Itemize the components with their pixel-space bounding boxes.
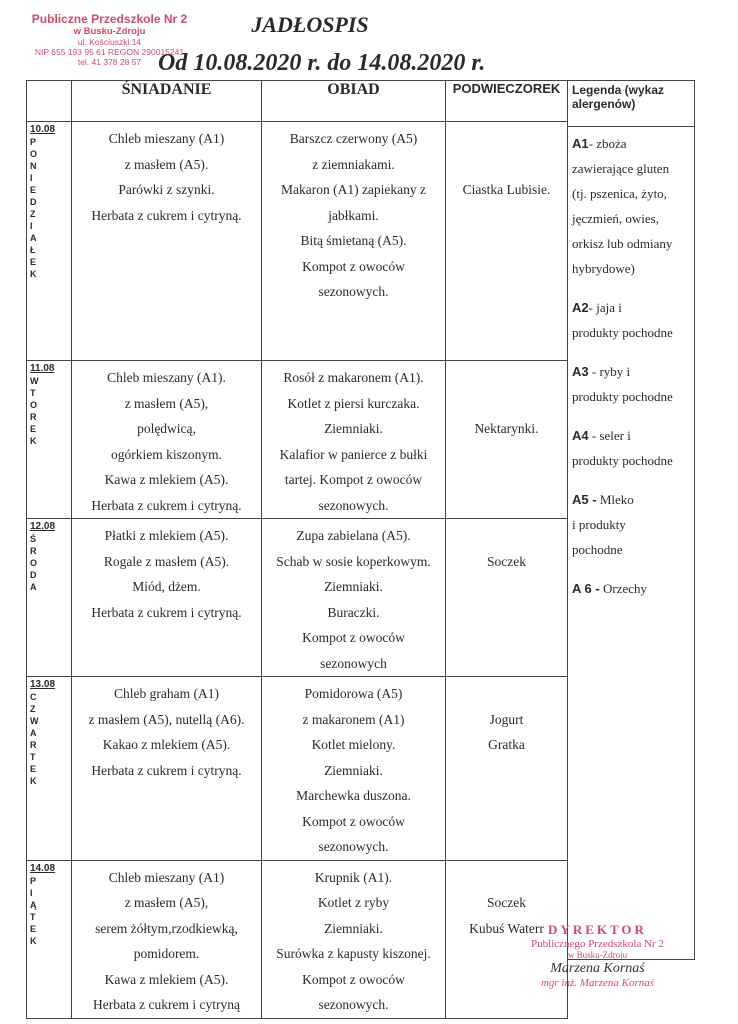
lunch-item: Kompot z owoców	[302, 258, 405, 274]
breakfast-item: z masłem (A5).	[124, 156, 209, 172]
breakfast-item: Kawa z mlekiem (A5).	[104, 971, 229, 987]
lunch-item: Ziemniaki.	[324, 920, 383, 936]
signature-title: DYREKTOR	[548, 922, 647, 937]
snack-item: Soczek	[487, 895, 526, 910]
day-letter: K	[30, 935, 37, 946]
day-cell	[27, 122, 72, 361]
lunch-item: Kompot z owoców	[302, 630, 405, 645]
day-letter: E	[30, 257, 37, 267]
signature-line: Publicznego Przedszkola Nr 2	[531, 938, 664, 950]
day-letter: D	[30, 197, 37, 207]
breakfast-item: Chleb mieszany (A1)	[108, 869, 225, 885]
day-letter: Z	[30, 704, 36, 714]
lunch-item: sezonowych.	[318, 497, 389, 513]
lunch-item: Zupa zabielana (A5).	[296, 528, 411, 543]
breakfast-item: Płatki z mlekiem (A5).	[104, 528, 229, 543]
day-row	[27, 122, 568, 361]
lunch-item: Krupnik (A1).	[314, 869, 393, 885]
breakfast-item: Chleb graham (A1)	[114, 686, 219, 701]
allergen-code: A3	[572, 364, 589, 379]
allergen-code: A1	[572, 136, 589, 151]
allergen-description: produkty pochodne	[572, 389, 673, 404]
lunch-item: Surówka z kapusty kiszonej.	[276, 946, 431, 961]
allergen-code: A4	[572, 428, 589, 443]
lunch-item: sezonowych.	[318, 839, 389, 854]
day-letter: I	[30, 173, 33, 183]
day-letter: K	[30, 269, 37, 279]
day-name-vertical	[30, 375, 68, 447]
snack-cell	[446, 677, 568, 861]
legend-line	[572, 359, 694, 384]
breakfast-item: Herbata z cukrem i cytryną	[93, 997, 240, 1012]
breakfast-item: Herbata z cukrem i cytryną.	[91, 207, 242, 223]
lunch-item: Bitą śmietaną (A5).	[300, 233, 407, 248]
snack-item: Gratka	[488, 737, 525, 752]
lunch-cell	[262, 677, 446, 861]
lunch-item: z makaronem (A1)	[302, 711, 405, 727]
snack-cell	[446, 519, 568, 677]
breakfast-cell	[72, 361, 262, 519]
legend-line	[572, 423, 694, 448]
day-letter: I	[30, 887, 33, 898]
lunch-item: Ziemniaki.	[324, 762, 383, 778]
breakfast-item: Chleb mieszany (A1).	[107, 370, 226, 385]
lunch-cell	[262, 361, 446, 519]
day-letter: R	[30, 546, 37, 556]
stamp-line: Publiczne Przedszkole Nr 2	[31, 12, 188, 26]
day-letter: O	[30, 149, 38, 159]
legend-item	[568, 359, 694, 409]
snack-item: Jogurt	[489, 711, 524, 727]
day-name-vertical	[30, 875, 68, 947]
legend-line	[572, 181, 694, 206]
day-letter: E	[30, 764, 37, 774]
legend-list	[568, 131, 694, 601]
day-date: 12.08	[30, 521, 56, 532]
lunch-cell	[262, 860, 446, 1018]
legend-line	[572, 576, 694, 601]
day-name-vertical	[30, 691, 68, 787]
snack-item	[446, 391, 567, 417]
day-cell	[27, 677, 72, 861]
breakfast-item: Herbata z cukrem i cytryną.	[91, 604, 242, 620]
legend-line	[572, 206, 694, 231]
day-letter: C	[30, 692, 37, 702]
legend-header: Legenda (wykaz alergenów)	[568, 81, 694, 127]
allergen-description: Mleko	[596, 492, 634, 507]
breakfast-cell	[72, 122, 262, 361]
allergen-code: A5 -	[572, 492, 597, 507]
breakfast-cell	[72, 677, 262, 861]
day-letter: P	[30, 137, 37, 147]
day-letter: A	[30, 233, 37, 243]
snack-item	[446, 865, 567, 891]
lunch-item: sezonowych.	[318, 284, 389, 299]
breakfast-cell	[72, 860, 262, 1018]
lunch-item: Marchewka duszona.	[296, 788, 411, 803]
lunch-item: Ziemniaki.	[324, 579, 383, 594]
breakfast-item: Kawa z mlekiem (A5).	[104, 472, 229, 487]
day-letter: A	[30, 582, 37, 592]
allergen-description: hybrydowe)	[572, 261, 635, 276]
lunch-item: Kotlet mielony.	[311, 737, 396, 752]
day-letter: T	[30, 752, 36, 762]
allergen-description: orkisz lub odmiany	[572, 236, 673, 251]
lunch-item: Rosół z makaronem (A1).	[283, 370, 424, 385]
lunch-item: tartej. Kompot z owoców	[284, 472, 423, 487]
day-row	[27, 860, 568, 1018]
breakfast-item: Parówki z szynki.	[118, 182, 215, 197]
lunch-header: OBIAD	[262, 81, 446, 122]
breakfast-item: Rogale z masłem (A5).	[103, 553, 230, 569]
legend-line	[572, 512, 694, 537]
breakfast-header: ŚNIADANIE	[72, 81, 262, 122]
lunch-item: Barszcz czerwony (A5)	[289, 131, 418, 146]
day-letter: E	[30, 185, 37, 195]
snack-item: Nektarynki.	[474, 421, 539, 436]
day-letter: K	[30, 776, 37, 786]
allergen-description: produkty pochodne	[572, 453, 673, 468]
day-letter: E	[30, 424, 37, 434]
stamp-line: ul. Kościuszki 14	[77, 37, 142, 47]
legend-item	[568, 131, 694, 281]
lunch-cell	[262, 519, 446, 677]
day-cell	[27, 519, 72, 677]
stamp-line: w Busku-Zdroju	[73, 26, 146, 37]
breakfast-item: Herbata z cukrem i cytryną.	[91, 497, 242, 513]
day-date: 13.08	[30, 679, 56, 690]
day-letter: A	[30, 728, 37, 738]
day-letter: T	[30, 911, 36, 922]
lunch-item: Kotlet z piersi kurczaka.	[287, 395, 420, 411]
breakfast-item: Miód, dżem.	[132, 579, 201, 594]
signature-line: w Busku-Zdroju	[567, 950, 628, 960]
legend-line	[572, 537, 694, 562]
breakfast-item: z masłem (A5), nutellą (A6).	[88, 711, 245, 727]
snack-cell	[446, 361, 568, 519]
menu-table	[26, 80, 568, 1019]
allergen-description: - jaja i	[588, 300, 622, 315]
stamp-line: tel. 41 378 28 57	[77, 57, 142, 67]
signature-name: mgr inż. Marzena Kornaś	[540, 977, 655, 989]
lunch-item: Makaron (A1) zapiekany z	[280, 182, 427, 197]
legend-panel	[567, 80, 695, 960]
legend-line	[572, 448, 694, 473]
lunch-item: sezonowych.	[318, 997, 389, 1012]
legend-line	[572, 256, 694, 281]
handwritten-signature: Marzena Kornaś	[550, 961, 645, 976]
day-date: 10.08	[30, 124, 56, 135]
legend-item	[568, 487, 694, 562]
legend-line	[572, 231, 694, 256]
day-letter: O	[30, 400, 38, 410]
allergen-description: i produkty	[572, 517, 626, 532]
snack-item	[446, 126, 567, 152]
allergen-description: Orzechy	[599, 581, 647, 596]
day-name-vertical	[30, 136, 68, 280]
allergen-description: - seler i	[588, 428, 631, 443]
snack-item	[446, 523, 567, 549]
day-name-vertical	[30, 533, 68, 593]
day-letter: T	[30, 388, 36, 398]
day-letter: D	[30, 570, 37, 580]
breakfast-item: Kakao z mlekiem (A5).	[102, 737, 231, 752]
lunch-item: Kompot z owoców	[302, 813, 405, 829]
lunch-item: Kalafior w panierce z bułki	[279, 446, 428, 462]
legend-line	[572, 384, 694, 409]
legend-line	[572, 320, 694, 345]
day-letter: I	[30, 221, 33, 231]
breakfast-item: Herbata z cukrem i cytryną.	[91, 762, 242, 778]
lunch-item: Kompot z owoców	[302, 971, 405, 987]
day-letter: N	[30, 161, 37, 171]
page-title: JADŁOSPIS	[251, 12, 369, 37]
allergen-description: pochodne	[572, 542, 623, 557]
day-row	[27, 519, 568, 677]
day-letter: Ł	[30, 245, 36, 255]
breakfast-item: polędwicą,	[137, 421, 196, 436]
snack-item	[446, 152, 567, 178]
breakfast-item: pomidorem.	[133, 946, 200, 961]
allergen-description: - zboża	[588, 136, 627, 151]
director-signature	[500, 922, 695, 989]
legend-line	[572, 156, 694, 181]
allergen-description: zawierające gluten	[572, 161, 670, 176]
snack-header: PODWIECZOREK	[446, 81, 568, 122]
date-range: Od 10.08.2020 r. do 14.08.2020 r.	[158, 50, 486, 76]
legend-line	[572, 295, 694, 320]
legend-item	[568, 423, 694, 473]
allergen-description: jęczmień, owies,	[572, 211, 659, 226]
snack-item: Ciastka Lubisie.	[462, 182, 551, 197]
day-letter: Z	[30, 209, 36, 219]
breakfast-item: z masłem (A5),	[124, 895, 209, 910]
day-date: 14.08	[30, 862, 56, 874]
breakfast-item: Chleb mieszany (A1)	[108, 131, 225, 146]
day-letter: W	[30, 716, 39, 726]
breakfast-item: z masłem (A5),	[124, 395, 209, 411]
stamp-line: NIP 655 193 95 61 REGON 290015241	[34, 47, 185, 57]
lunch-item: Ziemniaki.	[324, 421, 383, 436]
legend-line	[572, 131, 694, 156]
lunch-item: Pomidorowa (A5)	[304, 686, 403, 701]
day-letter: K	[30, 436, 37, 446]
lunch-item: z ziemniakami.	[312, 156, 395, 172]
lunch-cell	[262, 122, 446, 361]
lunch-item: Kotlet z ryby	[317, 895, 390, 910]
lunch-item: jabłkami.	[328, 207, 379, 223]
day-letter: R	[30, 740, 37, 750]
day-cell	[27, 860, 72, 1018]
allergen-code: A2	[572, 300, 589, 315]
day-letter: E	[30, 923, 37, 934]
day-header	[27, 81, 72, 122]
day-letter: P	[30, 875, 37, 886]
day-letter: R	[30, 412, 37, 422]
breakfast-item: ogórkiem kiszonym.	[111, 446, 222, 462]
legend-item	[568, 576, 694, 601]
day-row	[27, 361, 568, 519]
legend-line	[572, 487, 694, 512]
snack-item	[446, 365, 567, 391]
day-letter: W	[30, 376, 39, 386]
snack-item: Soczek	[487, 553, 526, 569]
day-date: 11.08	[30, 363, 55, 374]
snack-item	[446, 681, 567, 707]
day-letter: O	[30, 558, 38, 568]
allergen-code: A 6 -	[572, 581, 600, 596]
lunch-item: sezonowych	[320, 655, 387, 671]
day-letter: Ś	[30, 534, 37, 544]
lunch-item: Schab w sosie koperkowym.	[276, 553, 431, 569]
allergen-description: produkty pochodne	[572, 325, 673, 340]
header-row	[27, 81, 568, 122]
snack-item: Kubuś Waterr	[469, 920, 544, 936]
day-letter: Ą	[30, 899, 37, 910]
allergen-description: (tj. pszenica, żyto,	[572, 186, 667, 201]
snack-cell	[446, 122, 568, 361]
allergen-description: - ryby i	[588, 364, 631, 379]
day-row	[27, 677, 568, 861]
legend-item	[568, 295, 694, 345]
day-cell	[27, 361, 72, 519]
lunch-item: Buraczki.	[327, 604, 380, 620]
breakfast-item: serem żółtym,rzodkiewką,	[95, 920, 238, 936]
breakfast-cell	[72, 519, 262, 677]
